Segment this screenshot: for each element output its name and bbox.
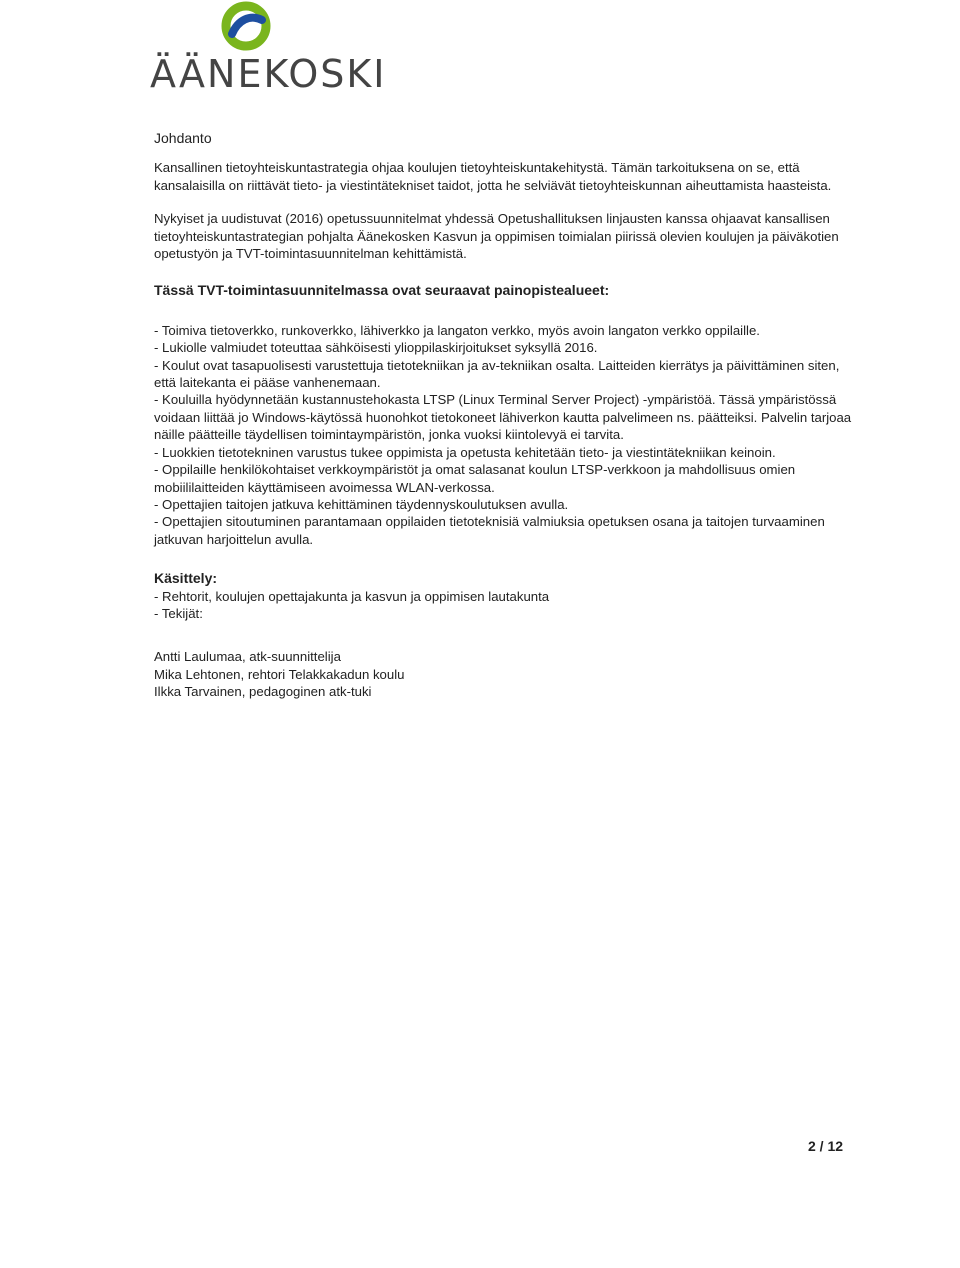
handling-item: - Rehtorit, koulujen opettajakunta ja kasvun ja oppimisen lautakunta [154,588,550,604]
aanekoski-emblem-icon [206,0,286,56]
intro-heading: Johdanto [154,130,212,146]
page-number: 2 / 12 [808,1138,844,1154]
author-line: Mika Lehtonen, rehtori Telakkakadun koulu [154,666,405,682]
authors-list [154,648,854,700]
focus-item: - Toimiva tietoverkko, runkoverkko, lähiverkko ja langaton verkko, myös avoin langaton verkko oppilaille. [154,322,760,338]
focus-item: - Koulut ovat tasapuolisesti varustettuja tietotekniikan ja av-tekniikan osalta. Laitteiden kierrätys ja päivittäminen siten, että laitekanta ei pääse vanhenemaan. [154,357,840,391]
author-line: Ilkka Tarvainen, pedagoginen atk-tuki [154,684,372,700]
aanekoski-logo [148,0,387,100]
logo-wordmark: ÄÄNEKOSKI [150,52,387,96]
focus-item: - Lukiolle valmiudet toteuttaa sähköisesti ylioppilaskirjoitukset syksyllä 2016. [154,340,598,356]
handling-heading: Käsittely: [154,570,218,587]
focus-item: - Luokkien tietotekninen varustus tukee oppimista ja opetusta kehitetään tieto- ja viestintätekniikan keinoin. [154,444,776,460]
author-line: Antti Laulumaa, atk-suunnittelija [154,649,341,665]
focus-item: - Kouluilla hyödynnetään kustannustehokasta LTSP (Linux Terminal Server Project) -ympäristöä. Tässä ympäristössä voidaan liittää jo Windows-käytössä huonohkot tietokoneet lähiverkon kautta palvelimeen ns. päätteiksi. Palvelin tarjoaa näille päätteille täydellisen toimintaympäristön, jonka vuoksi kiintolevyä ei tarvita. [154,392,852,443]
document-body [154,130,854,701]
handling-item: - Tekijät: [154,605,203,621]
focus-item: - Oppilaille henkilökohtaiset verkkoympäristöt ja omat salasanat koulun LTSP-verkkoon ja mahdollisuus omien mobiililaitteiden käyttämiseen avoimessa WLAN-verkossa. [154,462,796,495]
focus-list [154,322,854,548]
intro-paragraph-2: Nykyiset ja uudistuvat (2016) opetussuunnitelmat yhdessä Opetushallituksen linjausten kanssa ohjaavat kansallisen tietoyhteiskuntastrategian pohjalta Äänekosken Kasvun ja oppimisen toimialan piirissä olevien koulujen ja päiväkotien opetustyön ja TVT-toimintasuunnitelman kehittämistä. [154,211,839,262]
focus-item: - Opettajien sitoutuminen parantamaan oppilaiden tietoteknisiä valmiuksia opetuksen osana ja taitojen turvaaminen jatkuvan harjoittelun avulla. [154,514,825,547]
focus-item: - Opettajien taitojen jatkuva kehittäminen täydennyskoulutuksen avulla. [154,496,569,512]
focus-heading: Tässä TVT-toimintasuunnitelmassa ovat seuraavat painopistealueet: [154,282,610,299]
intro-paragraph-1: Kansallinen tietoyhteiskuntastrategia ohjaa koulujen tietoyhteiskuntakehitystä. Tämän tarkoituksena on se, että kansalaisilla on riittävät tieto- ja viestintätekniset taidot, jotta he selviävät tietoyhteiskunnan aiheuttamista haasteista. [154,160,832,193]
